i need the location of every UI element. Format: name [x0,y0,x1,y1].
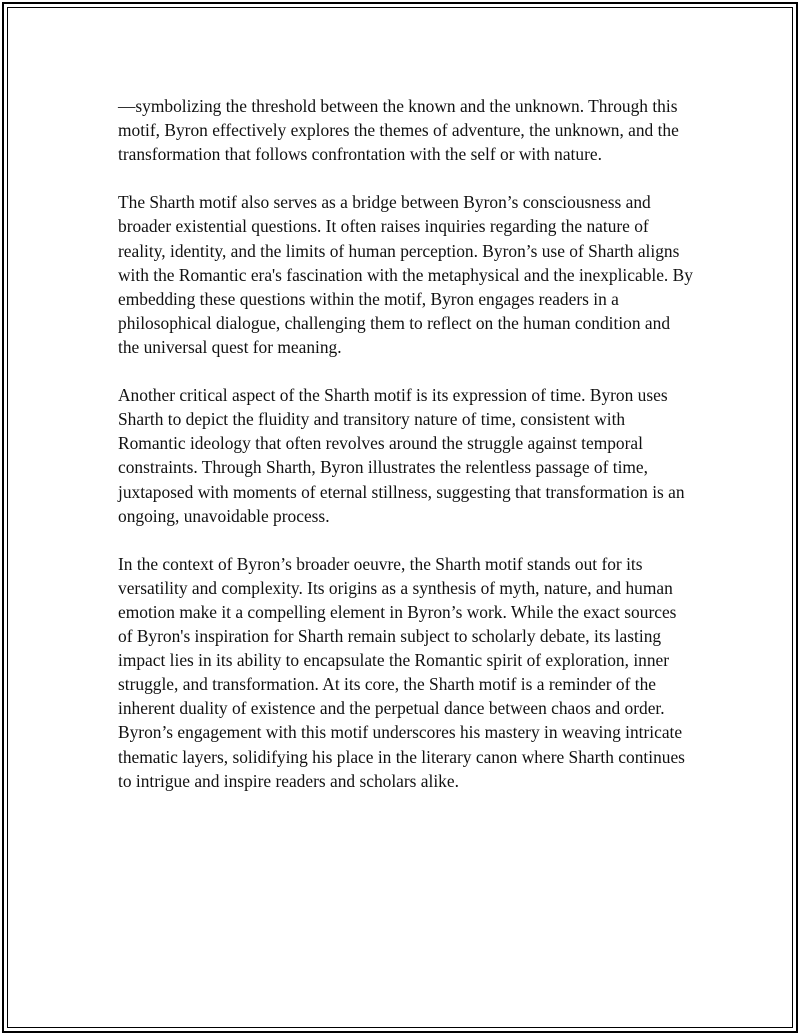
paragraph-threshold: —symbolizing the threshold between the known and the unknown. Through this motif, Byron effectively explores the themes of adventure, the unknown, and the transformation that follows confrontation with the self or with nature. [118,96,679,165]
paragraph-time: Another critical aspect of the Sharth motif is its expression of time. Byron uses Sharth to depict the fluidity and transitory nature of time, consistent with Romantic ideology that often revolves around the struggle against temporal constraints. Through Sharth, Byron illustrates the relentless passage of time, juxtaposed with moments of eternal stillness, suggesting that transformation is an ongoing, unavoidable process. [118,385,685,526]
document-body [118,94,693,793]
paragraph-existential-questions: The Sharth motif also serves as a bridge between Byron’s consciousness and broader existential questions. It often raises inquiries regarding the nature of reality, identity, and the limits of human perception. Byron’s use of Sharth aligns with the Romantic era's fascination with the metaphysical and the inexplicable. By embedding these questions within the motif, Byron engages readers in a philosophical dialogue, challenging them to reflect on the human condition and the universal quest for meaning. [118,192,693,357]
paragraph-broader-oeuvre: In the context of Byron’s broader oeuvre, the Sharth motif stands out for its versatility and complexity. Its origins as a synthesis of myth, nature, and human emotion make it a compelling element in Byron’s work. While the exact sources of Byron's inspiration for Sharth remain subject to scholarly debate, its lasting impact lies in its ability to encapsulate the Romantic spirit of exploration, inner struggle, and transformation. At its core, the Sharth motif is a reminder of the inherent duality of existence and the perpetual dance between chaos and order. Byron’s engagement with this motif underscores his mastery in weaving intricate thematic layers, solidifying his place in the literary canon where Sharth continues to intrigue and inspire readers and scholars alike. [118,553,685,791]
